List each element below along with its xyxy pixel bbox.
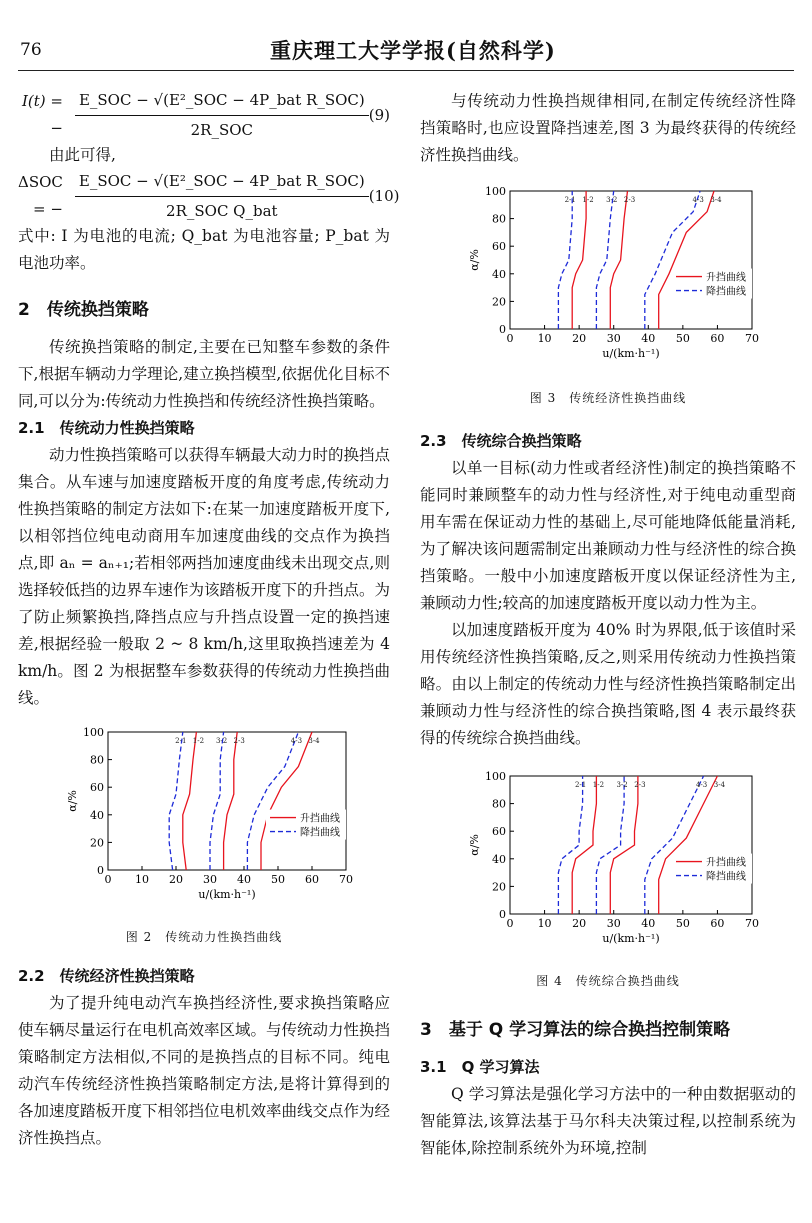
y-tick-label: 20	[492, 880, 506, 894]
series-line-2-1	[558, 191, 572, 329]
section-3-heading: 3 基于 Q 学习算法的综合换挡控制策略	[420, 1020, 731, 1040]
series-line-3-2	[596, 191, 613, 329]
x-tick-label: 70	[745, 332, 759, 345]
section-2-2-heading: 2.2 传统经济性换挡策略	[18, 967, 195, 985]
gear-label-3-2: 3-2	[606, 196, 618, 205]
gear-label-4-3: 4-3	[290, 737, 303, 746]
section-2-3-paragraph-2: 以加速度踏板开度为 40% 时为界限,低于该值时采用传统经济性换挡策略,反之,则采用传统动力性换挡策略。由以上制定的传统动力性与经济性换挡策略制定出兼顾动力性与经济性的综合换挡策略,图 4 表示最终获得的传统综合换挡曲线。	[420, 621, 796, 747]
x-axis-label: u/(km·h⁻¹)	[602, 932, 660, 945]
figure-2-caption: 图 2 传统动力性换挡曲线	[125, 930, 283, 944]
where-paragraph: 式中: I 为电池的电流; Q_bat 为电池容量; P_bat 为电池功率。	[18, 227, 390, 272]
series-line-3-4	[261, 732, 312, 870]
y-tick-label: 0	[499, 323, 506, 336]
y-tick-label: 80	[90, 753, 104, 767]
x-tick-label: 10	[537, 332, 552, 345]
gear-label-4-3: 4-3	[692, 196, 704, 205]
y-axis-label: α/%	[468, 249, 481, 271]
figure-3	[420, 181, 796, 375]
series-line-3-2	[210, 732, 224, 870]
series-line-1-2	[572, 776, 596, 914]
section-2-3-heading: 2.3 传统综合换挡策略	[420, 432, 582, 450]
y-tick-label: 0	[499, 908, 506, 921]
eq10-denominator: 2R_SOC Q_bat	[166, 201, 278, 220]
series-line-3-4	[659, 191, 714, 329]
page-number: 76	[20, 40, 42, 60]
legend-downshift: 降挡曲线	[706, 871, 746, 883]
section-2-2-paragraph: 为了提升纯电动汽车换挡经济性,要求换挡策略应使车辆尽量运行在电机高效率区域。与传统动力性换挡策略制定方法相似,不同的是换挡点的目标不同。纯电动汽车传统经济性换挡策略制定方法,是将计算得到的各加速度踏板开度下相邻挡位电机效率曲线交点作为经济性换挡点。	[18, 994, 391, 1147]
equation-9	[18, 88, 390, 142]
eq9-denominator: 2R_SOC	[190, 120, 254, 139]
section-2-heading: 2 传统换挡策略	[18, 300, 149, 320]
y-tick-label: 40	[492, 267, 506, 281]
y-tick-label: 20	[90, 836, 104, 850]
x-tick-label: 20	[169, 873, 183, 886]
x-tick-label: 50	[271, 873, 285, 886]
figure-4-caption: 图 4 传统综合换挡曲线	[536, 974, 680, 988]
series-line-2-3	[224, 732, 238, 870]
section-2-paragraph: 传统换挡策略的制定,主要在已知整车参数的条件下,根据车辆动力学理论,建立换挡模型,依据优化目标不同,可以分为:传统动力性换挡和传统经济性换挡策略。	[18, 338, 390, 410]
y-tick-label: 60	[90, 781, 104, 795]
plot-frame	[108, 732, 346, 870]
y-axis-label: α/%	[468, 834, 481, 856]
figure-4-chart	[420, 766, 796, 951]
section-2-1-heading: 2.1 传统动力性换挡策略	[18, 419, 195, 437]
right-column	[420, 88, 796, 1162]
plot-frame	[510, 191, 752, 329]
x-tick-label: 10	[135, 873, 149, 886]
x-axis-label: u/(km·h⁻¹)	[198, 888, 256, 901]
gear-label-2-1: 2-1	[564, 196, 576, 205]
gear-label-3-2: 3-2	[215, 737, 228, 746]
figure-4	[420, 766, 796, 960]
y-tick-label: 60	[492, 240, 506, 254]
eq10-fraction	[75, 168, 369, 225]
plot-frame	[510, 776, 752, 914]
y-tick-label: 60	[492, 825, 506, 839]
gear-label-4-3: 4-3	[695, 781, 708, 790]
right-paragraph-1: 与传统动力性换挡规律相同,在制定传统经济性降挡策略时,也应设置降挡速差,图 3 为最终获得的传统经济性换挡曲线。	[420, 92, 796, 164]
series-line-2-3	[610, 191, 627, 329]
x-tick-label: 0	[104, 873, 112, 886]
gear-label-2-1: 2-1	[175, 737, 187, 746]
eq9-lhs: I(t) = −	[21, 92, 63, 137]
x-tick-label: 40	[237, 873, 251, 886]
gear-label-3-4: 3-4	[713, 781, 726, 790]
derive-text: 由此可得,	[49, 146, 116, 164]
gear-label-3-4: 3-4	[710, 196, 722, 205]
series-line-2-1	[169, 732, 183, 870]
x-tick-label: 70	[745, 917, 759, 930]
gear-label-2-3: 2-3	[623, 196, 636, 205]
figure-3-chart	[420, 181, 796, 366]
series-line-1-2	[572, 191, 586, 329]
y-tick-label: 40	[90, 808, 104, 822]
series-line-4-3	[645, 776, 704, 914]
x-tick-label: 0	[506, 332, 514, 345]
x-tick-label: 50	[675, 917, 690, 930]
x-tick-label: 30	[606, 917, 621, 930]
section-3-1-paragraph: Q 学习算法是强化学习方法中的一种由数据驱动的智能算法,该算法基于马尔科夫决策过程,以控制系统为智能体,除控制系统外为环境,控制	[420, 1085, 796, 1157]
figure-3-caption: 图 3 传统经济性换挡曲线	[529, 391, 687, 405]
journal-title: 重庆理工大学学报(自然科学)	[270, 38, 556, 63]
figure-2	[18, 722, 390, 916]
series-line-4-3	[247, 732, 298, 870]
x-tick-label: 40	[641, 332, 656, 345]
x-axis-label: u/(km·h⁻¹)	[602, 347, 660, 360]
eq9-fraction	[75, 87, 369, 144]
series-line-3-4	[659, 776, 718, 914]
eq10-numerator: E_SOC − √(E²_SOC − 4P_bat R_SOC)	[75, 168, 369, 197]
y-tick-label: 0	[97, 864, 104, 877]
equation-10	[18, 169, 400, 223]
header-rule	[18, 70, 794, 71]
x-tick-label: 10	[537, 917, 552, 930]
gear-label-2-3: 2-3	[233, 737, 245, 746]
gear-label-2-1: 2-1	[574, 781, 587, 790]
y-tick-label: 100	[83, 726, 104, 739]
x-tick-label: 20	[572, 332, 587, 345]
series-line-1-2	[183, 732, 197, 870]
section-2-3-paragraph-1: 以单一目标(动力性或者经济性)制定的换挡策略不能同时兼顾整车的动力性与经济性,对于纯电动重型商用车需在保证动力性的基础上,尽可能地降低能量消耗,为了解决该问题需制定出兼顾动力性与经济性的综合换挡策略。一般中小加速度踏板开度以保证经济性为主,兼顾动力性;较高的加速度踏板开度以动力性为主。	[420, 459, 796, 612]
left-column	[18, 88, 400, 1152]
series-line-2-1	[558, 776, 582, 914]
legend-upshift: 升挡曲线	[706, 272, 746, 284]
gear-label-1-2: 1-2	[582, 196, 594, 205]
eq10-lhs: ΔSOC = −	[18, 173, 63, 218]
y-tick-label: 100	[485, 185, 506, 198]
x-tick-label: 70	[339, 873, 353, 886]
eq10-number: (10)	[368, 186, 400, 205]
legend-downshift: 降挡曲线	[706, 286, 746, 298]
y-tick-label: 80	[492, 212, 506, 226]
legend-upshift: 升挡曲线	[706, 857, 746, 869]
legend-upshift: 升挡曲线	[300, 813, 340, 825]
legend-downshift: 降挡曲线	[300, 827, 340, 839]
figure-2-chart	[18, 722, 390, 907]
x-tick-label: 0	[506, 917, 514, 930]
section-3-1-heading: 3.1 Q 学习算法	[420, 1058, 540, 1076]
section-2-1-paragraph: 动力性换挡策略可以获得车辆最大动力时的换挡点集合。从车速与加速度踏板开度的角度考虑,传统动力性换挡策略的制定方法如下:在某一加速度踏板开度下,以相邻挡位纯电动商用车加速度曲线的交点作为换挡点,即 aₙ = aₙ₊₁;若相邻两挡加速度曲线未出现交点,则选择较低挡的边界车速作为该踏板开度下的升挡点。为了防止频繁换挡,降挡点应与升挡点设置一定的换挡速差,根据经验一般取 2 ~ 8 km/h,这里取换挡速差为 4 km/h。图 2 为根据整车参数获得的传统动力性换挡曲线。	[18, 446, 391, 707]
gear-label-3-4: 3-4	[308, 737, 320, 746]
gear-label-1-2: 1-2	[592, 781, 605, 790]
x-tick-label: 60	[305, 873, 319, 886]
gear-label-3-2: 3-2	[616, 781, 628, 790]
gear-label-1-2: 1-2	[192, 737, 205, 746]
x-tick-label: 20	[572, 917, 587, 930]
x-tick-label: 50	[675, 332, 690, 345]
y-tick-label: 20	[492, 295, 506, 309]
x-tick-label: 30	[203, 873, 217, 886]
series-line-4-3	[645, 191, 700, 329]
x-tick-label: 60	[710, 917, 725, 930]
y-tick-label: 80	[492, 797, 506, 811]
y-tick-label: 100	[485, 770, 506, 783]
x-tick-label: 60	[710, 332, 725, 345]
eq9-number: (9)	[368, 105, 390, 124]
y-axis-label: α/%	[66, 790, 79, 812]
eq9-numerator: E_SOC − √(E²_SOC − 4P_bat R_SOC)	[75, 87, 369, 116]
x-tick-label: 30	[606, 332, 621, 345]
gear-label-2-3: 2-3	[634, 781, 646, 790]
y-tick-label: 40	[492, 852, 506, 866]
x-tick-label: 40	[641, 917, 656, 930]
